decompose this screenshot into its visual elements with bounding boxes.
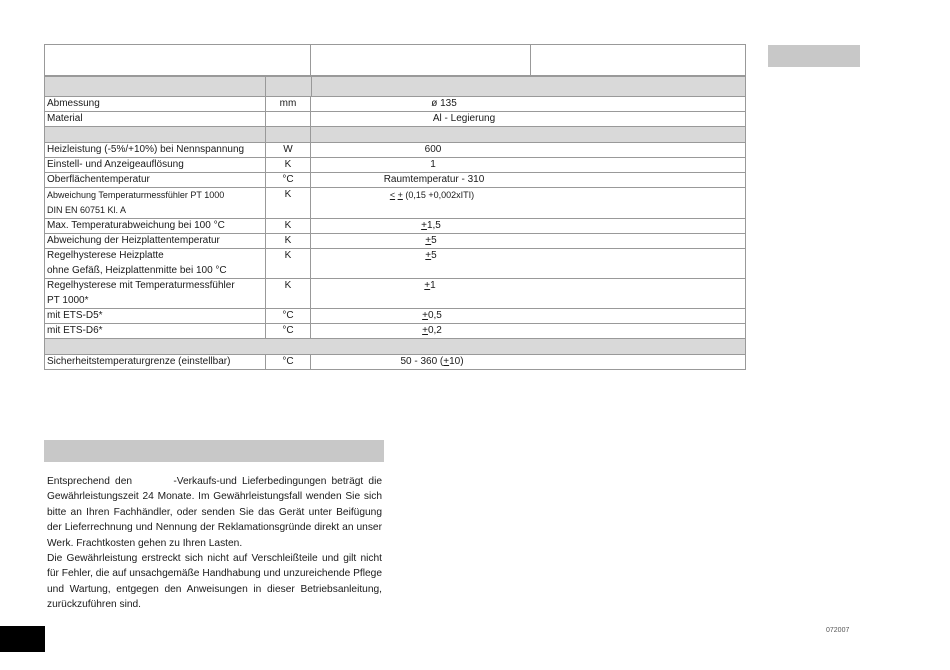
row-label: Sicherheitstemperaturgrenze (einstellbar) xyxy=(45,355,266,369)
row-label: Abweichung der Heizplattentemperatur xyxy=(45,234,266,248)
table-row xyxy=(45,233,745,248)
row-unit: K xyxy=(266,234,311,248)
table-row xyxy=(45,142,745,157)
row-value: +0,2 xyxy=(422,325,442,336)
table-row xyxy=(45,354,745,369)
row-unit: K xyxy=(266,158,311,172)
table-row xyxy=(45,187,745,218)
section-header-row xyxy=(45,76,745,96)
warranty-paragraph: Die Gewährleistung erstreckt sich nicht auf Verschleißteile und gilt nicht für Fehler, die auf unsachgemäße Handhabung und unzureichende Pflege und Wartung, entgegen den Anweisungen in dieser Betriebsanleitung, zurückzuführen sind. xyxy=(47,553,382,611)
section-header-row xyxy=(45,338,745,354)
row-value: +1,5 xyxy=(421,220,441,231)
row-value: 600 xyxy=(424,144,442,155)
row-value: ø 135 xyxy=(431,98,457,109)
header-cell xyxy=(531,45,745,75)
table-row xyxy=(45,248,745,278)
row-label: Abmessung xyxy=(45,97,266,111)
row-label: mit ETS-D5* xyxy=(45,309,266,323)
row-unit: °C xyxy=(266,355,311,369)
row-unit: °C xyxy=(266,173,311,187)
section-tab xyxy=(768,45,860,67)
row-value: 1 xyxy=(430,159,436,170)
row-value: Raumtemperatur - 310 xyxy=(383,174,485,185)
row-unit: K xyxy=(266,249,311,278)
row-label: Heizleistung (-5%/+10%) bei Nennspannung xyxy=(45,143,266,157)
warranty-text xyxy=(47,474,385,613)
header-cell xyxy=(311,45,531,75)
row-unit: K xyxy=(266,279,311,308)
row-unit: W xyxy=(266,143,311,157)
table-row xyxy=(45,218,745,233)
document-code: 072007 xyxy=(826,627,850,634)
row-value: +5 xyxy=(425,235,437,246)
page-marker xyxy=(0,626,45,652)
row-value: +0,5 xyxy=(422,310,442,321)
row-unit: °C xyxy=(266,324,311,338)
table-row xyxy=(45,111,745,126)
row-label: Max. Temperaturabweichung bei 100 °C xyxy=(45,219,266,233)
row-unit: mm xyxy=(266,97,311,111)
row-label: Einstell- und Anzeigeauflösung xyxy=(45,158,266,172)
row-value: < + (0,15 +0,002xITI) xyxy=(389,190,475,200)
row-unit: K xyxy=(266,188,311,218)
table-row xyxy=(45,278,745,308)
header-table xyxy=(44,44,746,76)
spec-table xyxy=(44,76,746,370)
row-label: Material xyxy=(45,112,266,126)
row-value: +1 xyxy=(424,280,436,291)
row-label: Regelhysterese mit Temperaturmessfühler PT 1000* xyxy=(45,279,266,308)
table-row xyxy=(45,308,745,323)
row-unit: K xyxy=(266,219,311,233)
row-label: Oberflächentemperatur xyxy=(45,173,266,187)
table-row xyxy=(45,157,745,172)
row-label: Abweichung Temperaturmessfühler PT 1000 DIN EN 60751 Kl. A xyxy=(45,188,266,218)
warranty-heading-bar xyxy=(44,440,384,462)
section-header-row xyxy=(45,126,745,142)
warranty-paragraph: Entsprechend den -Verkaufs-und Lieferbedingungen beträgt die Gewährleistungszeit 24 Monate. Im Gewährleistungsfall wenden Sie sich bitte an Ihren Fachhändler, oder senden Sie das Gerät unter Beifügung der Lieferrechnung und Nennung der Reklamationsgründe direkt an unser Werk. Frachtkosten gehen zu Ihren Lasten. xyxy=(47,476,385,549)
table-row xyxy=(45,172,745,187)
row-value: +5 xyxy=(425,250,437,261)
table-row xyxy=(45,323,745,338)
header-cell xyxy=(45,45,311,75)
row-label: Regelhysterese Heizplatte ohne Gefäß, Heizplattenmitte bei 100 °C xyxy=(45,249,266,278)
row-unit: °C xyxy=(266,309,311,323)
row-value: 50 - 360 (+10) xyxy=(400,356,464,367)
row-unit xyxy=(266,112,311,126)
table-row xyxy=(45,96,745,111)
row-label: mit ETS-D6* xyxy=(45,324,266,338)
row-value: Al - Legierung xyxy=(432,113,496,124)
